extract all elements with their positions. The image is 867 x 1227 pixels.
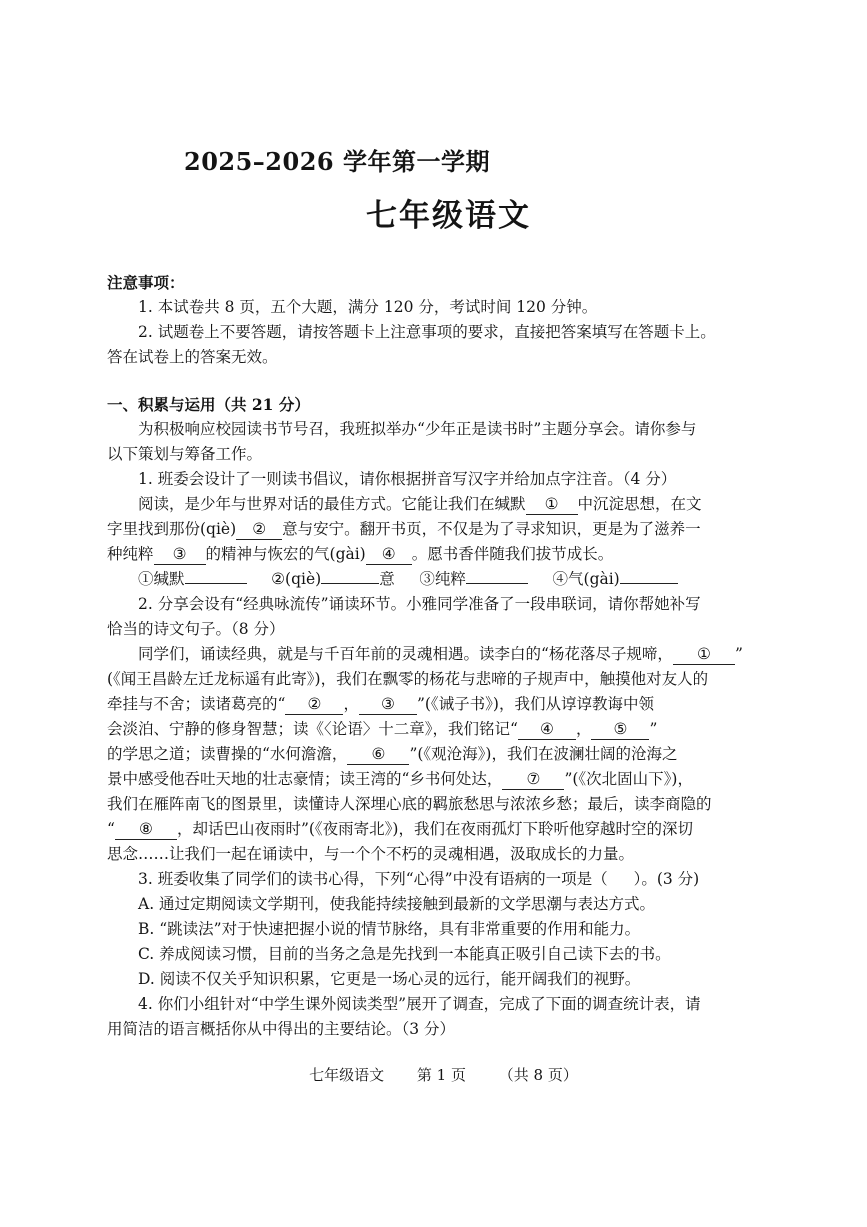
option-b: B. “跳读法”对于快速把握小说的情节脉络，具有非常重要的作用和能力。 <box>138 920 641 938</box>
question-2-passage-line: 牵挂与不舍；读诸葛亮的“ ② ， ③ ”(《诫子书》)，我们从谆谆教诲中领 <box>107 695 654 713</box>
answer-blank-3[interactable] <box>466 583 528 584</box>
question-2-passage-line: 会淡泊、宁静的修身智慧；读《〈论语〉十二章》，我们铭记“ ④ ， ⑤ ” <box>107 720 658 738</box>
question-2-passage-line: 同学们，诵读经典，就是与千百年前的灵魂相遇。读李白的“杨花落尽子规啼， ① ” <box>138 645 743 663</box>
exam-term-title: 2025–2026 学年第一学期 <box>184 147 490 176</box>
footer-page-number: 第 1 页 <box>416 1066 466 1084</box>
poem-blank-8: ⑧ <box>115 819 177 840</box>
question-2-passage-line: (《闻王昌龄左迁龙标遥有此寄》)，我们在飘零的杨花与悲啼的子规声中，触摸他对友人的 <box>107 670 709 688</box>
answer-blank-2[interactable] <box>321 583 379 584</box>
blank-3: ③ <box>154 544 206 565</box>
blank-1: ① <box>526 494 578 515</box>
question-2-passage-line: 景中感受他吞吐天地的壮志豪情；读王湾的“乡书何处达， ⑦ ”(《次北固山下》)， <box>107 770 693 788</box>
page-footer <box>0 1064 867 1085</box>
question-2-passage-line: 思念……让我们一起在诵读中，与一个个不朽的灵魂相遇，汲取成长的力量。 <box>107 845 635 863</box>
question-1-passage-line: 阅读，是少年与世界对话的最佳方式。它能让我们在缄默 ① 中沉淀思想，在文 <box>138 495 702 513</box>
question-3-stem: 3. 班委收集了同学们的读书心得，下列“心得”中没有语病的一项是（ ）。(3 分) <box>138 870 700 888</box>
exam-subject-title: 七年级语文 <box>366 198 531 234</box>
poem-blank-3: ③ <box>359 694 417 715</box>
section-1-intro-cont: 以下策划与筹备工作。 <box>107 445 263 463</box>
notice-heading: 注意事项： <box>107 273 185 292</box>
poem-blank-4: ④ <box>518 719 576 740</box>
question-2-passage-line: 的学思之道；读曹操的“水何澹澹， ⑥ ”(《观沧海》)，我们在波澜壮阔的沧海之 <box>107 745 678 763</box>
option-c: C. 养成阅读习惯，目前的当务之急是先找到一本能真正吸引自己读下去的书。 <box>138 945 671 963</box>
question-2-stem-cont: 恰当的诗文句子。（8 分） <box>107 620 285 638</box>
question-1-passage-line: 种纯粹 ③ 的精神与恢宏的气(gài) ④ 。愿书香伴随我们拔节成长。 <box>107 545 614 563</box>
notice-item-2-cont: 答在试卷上的答案无效。 <box>107 348 278 366</box>
question-2-passage-line: “ ⑧ ，却话巴山夜雨时”(《夜雨寄北》)，我们在夜雨孤灯下聆听他穿越时空的深切 <box>107 820 693 838</box>
question-2-stem: 2. 分享会设有“经典咏流传”诵读环节。小雅同学准备了一段串联词，请你帮她补写 <box>138 595 701 613</box>
question-1-stem: 1. 班委会设计了一则读书倡议，请你根据拼音写汉字并给加点字注音。（4 分） <box>138 470 677 488</box>
section-1-heading: 一、积累与运用（共 21 分） <box>107 395 310 414</box>
poem-blank-7: ⑦ <box>502 769 564 790</box>
question-1-passage-line: 字里找到那份(qiè) ② 意与安宁。翻开书页，不仅是为了寻求知识，更是为了滋养一 <box>107 520 701 538</box>
answer-blank-1[interactable] <box>185 583 247 584</box>
blank-2: ② <box>236 519 282 540</box>
option-a: A. 通过定期阅读文学期刊，使我能持续接触到最新的文学思潮与表达方式。 <box>138 895 656 913</box>
notice-item-2: 2. 试题卷上不要答题，请按答题卡上注意事项的要求，直接把答案填写在答题卡上。 <box>138 323 716 341</box>
section-1-intro: 为积极响应校园读书节号召，我班拟举办“少年正是读书时”主题分享会。请你参与 <box>138 420 697 438</box>
poem-blank-1: ① <box>673 644 735 665</box>
footer-total-pages: （共 8 页） <box>498 1066 578 1084</box>
question-1-answer-row: ①缄默 ②(qiè) 意 ③纯粹 ④气(gài) <box>107 567 747 592</box>
poem-blank-6: ⑥ <box>347 744 409 765</box>
option-d: D. 阅读不仅关乎知识积累，它更是一场心灵的远行，能开阔我们的视野。 <box>138 970 641 988</box>
answer-blank-4[interactable] <box>620 583 678 584</box>
question-4-stem-cont: 用简洁的语言概括你从中得出的主要结论。（3 分） <box>107 1020 456 1038</box>
notice-item-1: 1. 本试卷共 8 页，五个大题，满分 120 分，考试时间 120 分钟。 <box>138 298 598 316</box>
poem-blank-2: ② <box>285 694 343 715</box>
exam-content <box>107 270 747 1042</box>
footer-subject: 七年级语文 <box>309 1066 385 1084</box>
blank-4: ④ <box>366 544 412 565</box>
question-4-stem: 4. 你们小组针对“中学生课外阅读类型”展开了调查，完成了下面的调查统计表，请 <box>138 995 701 1013</box>
poem-blank-5: ⑤ <box>591 719 649 740</box>
question-2-passage-line: 我们在雁阵南飞的图景里，读懂诗人深埋心底的羁旅愁思与浓浓乡愁；最后，读李商隐的 <box>107 795 712 813</box>
